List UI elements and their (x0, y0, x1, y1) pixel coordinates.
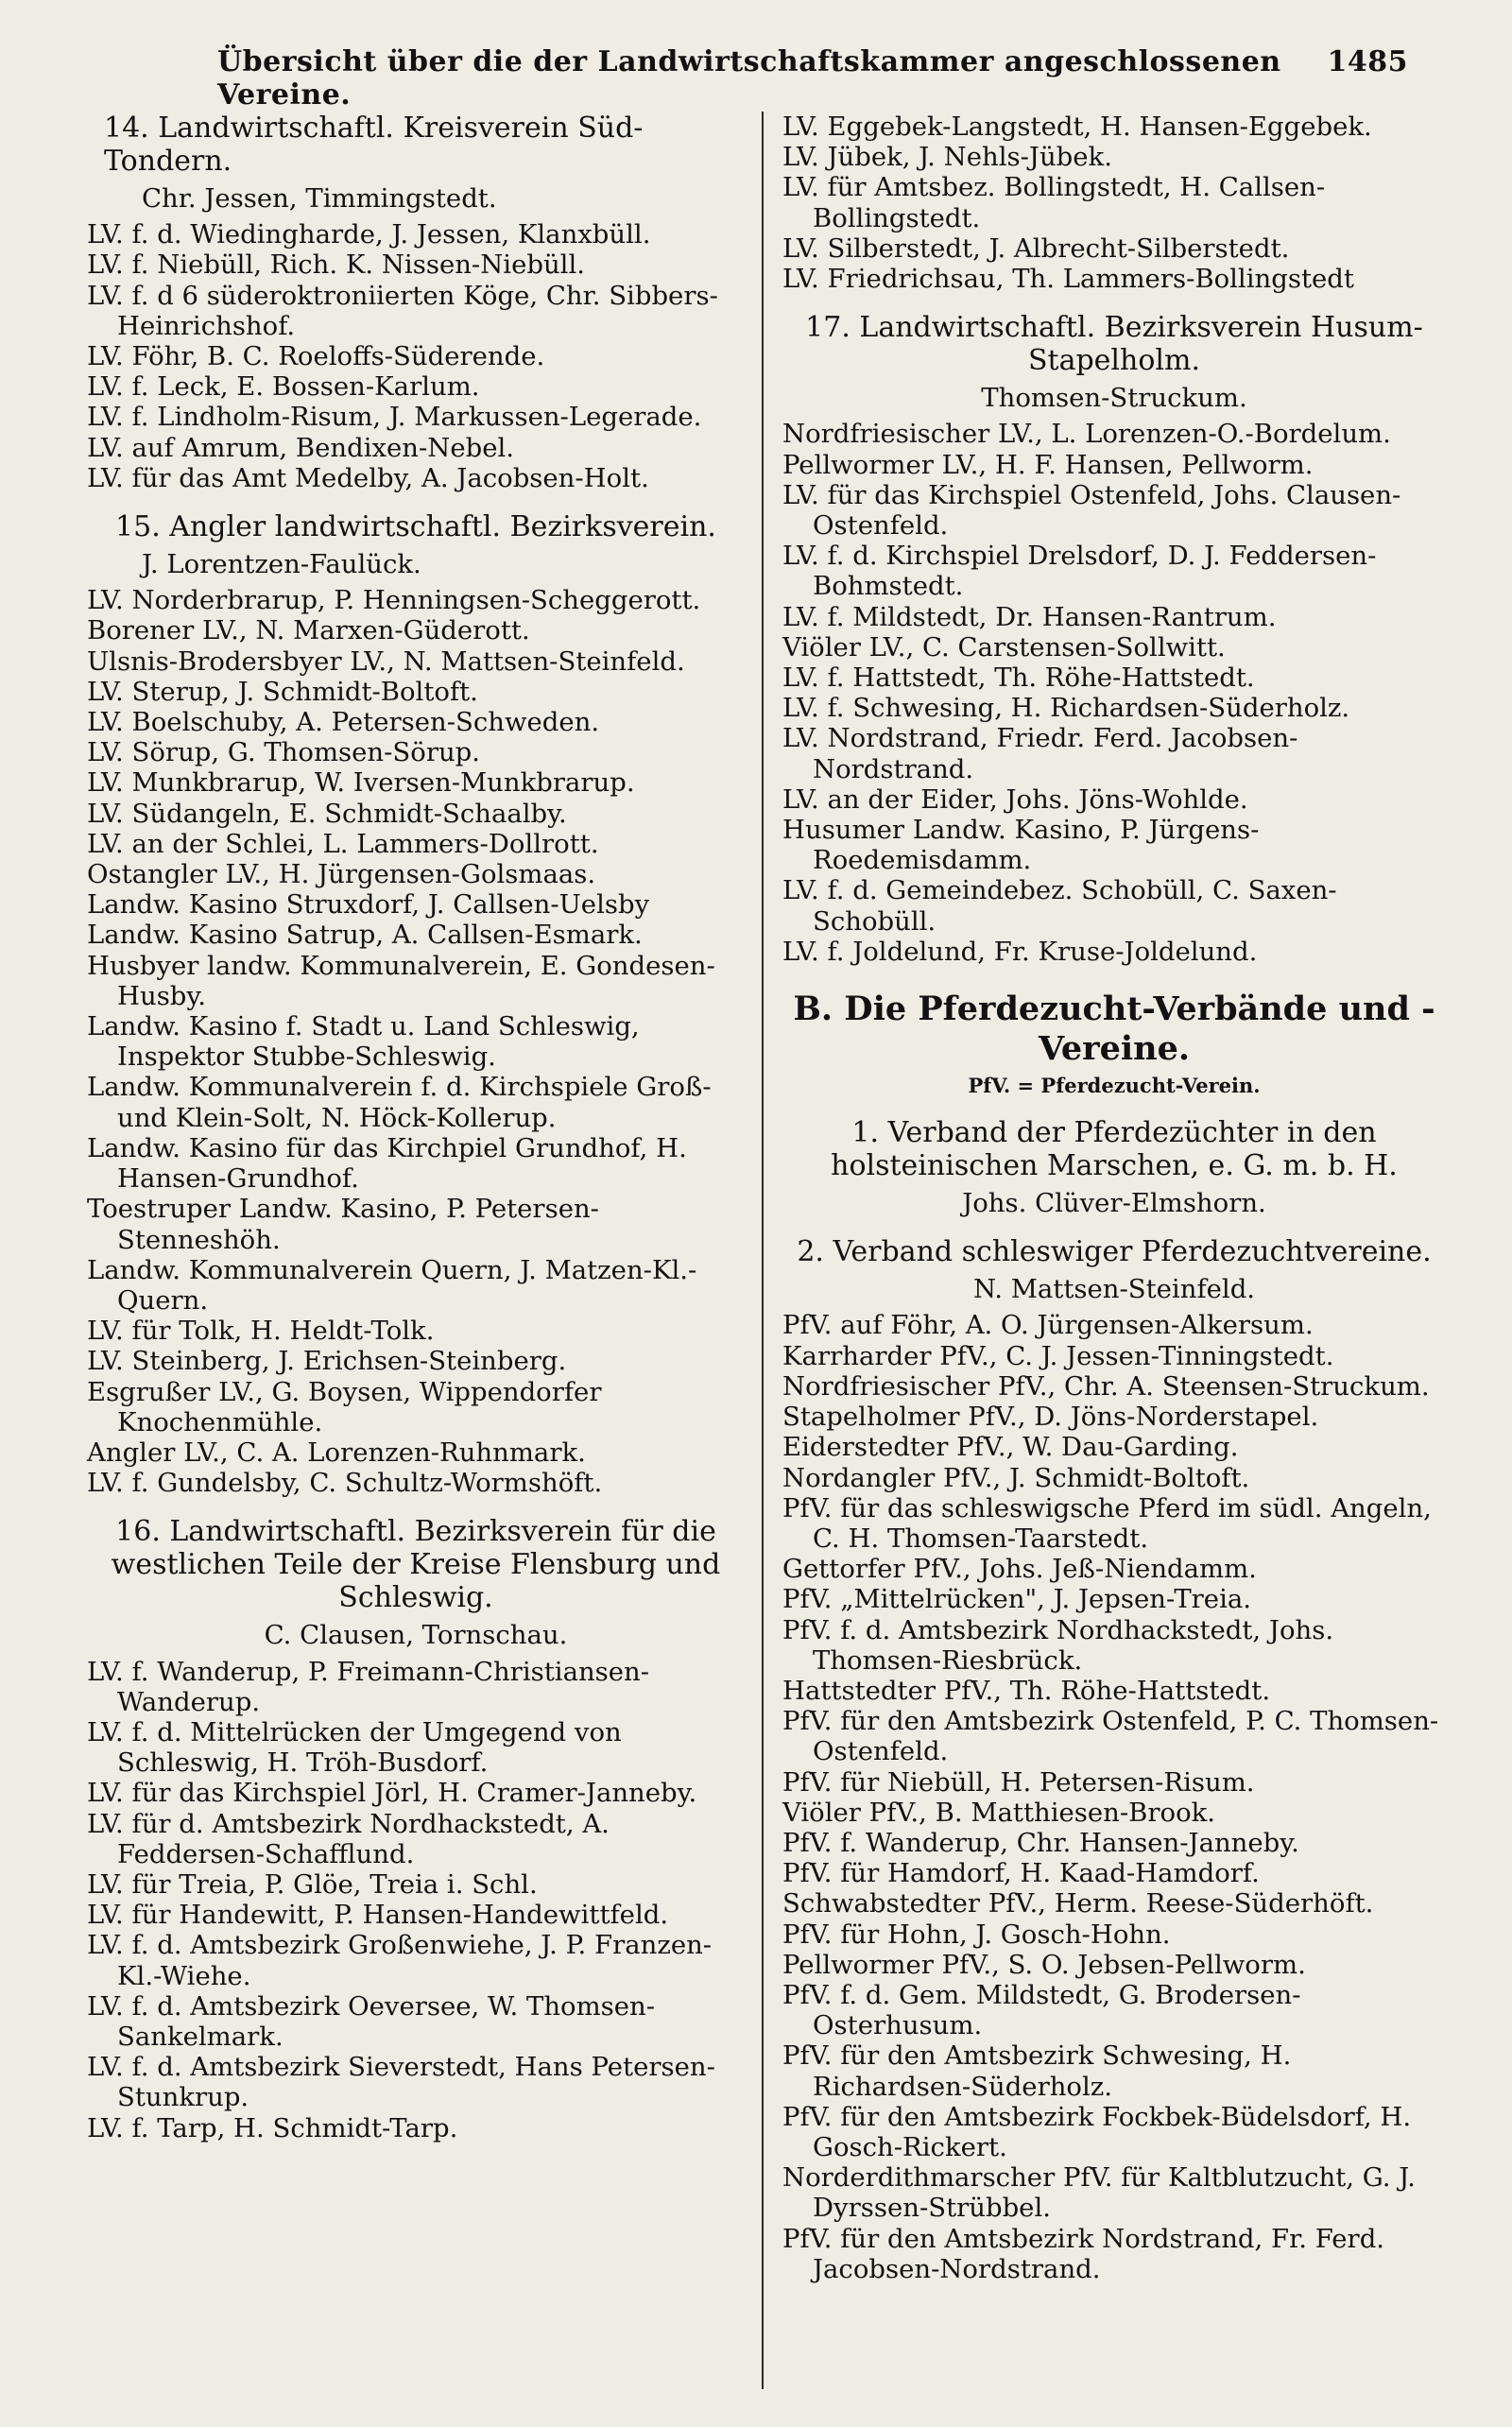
list-item: LV. für Handewitt, P. Hansen-Handewittfeld. (87, 1900, 669, 1931)
list-item: PfV. für Hohn, J. Gosch-Hohn. (782, 1919, 1171, 1950)
list-item: PfV. für den Amtsbezirk Ostenfeld, P. C. Thomsen-Ostenfeld. (782, 1706, 1439, 1767)
list-item: LV. f. Niebüll, Rich. K. Nissen-Niebüll. (87, 250, 585, 281)
list-item: PfV. f. d. Gem. Mildstedt, G. Brodersen-Osterhusum. (782, 1979, 1301, 2041)
list-item: LV. f. d. Kirchspiel Drelsdorf, D. J. Feddersen-Bohmstedt. (782, 541, 1377, 602)
list-item: Landw. Kasino f. Stadt u. Land Schleswig, Inspektor Stubbe-Schleswig. (87, 1011, 640, 1073)
list-item: Pellwormer LV., H. F. Hansen, Pellworm. (782, 449, 1314, 480)
part-b-abbreviation: PfV. = Pferdezucht-Verein. (968, 1074, 1261, 1098)
list-item: LV. Boelschuby, A. Petersen-Schweden. (87, 707, 600, 738)
section-lead-14: Chr. Jessen, Timmingstedt. (142, 183, 497, 214)
list-item: LV. auf Amrum, Bendixen-Nebel. (87, 432, 515, 463)
list-item: Stapelholmer PfV., D. Jöns-Norderstapel. (782, 1402, 1319, 1433)
list-item: LV. f. Tarp, H. Schmidt-Tarp. (87, 2112, 458, 2143)
list-item: Pellwormer PfV., S. O. Jebsen-Pellworm. (782, 1949, 1306, 1980)
list-item: PfV. für den Amtsbezirk Fockbek-Büdelsdorf, H. Gosch-Rickert. (782, 2101, 1412, 2162)
list-item: LV. f. Gundelsby, C. Schultz-Wormshöft. (87, 1468, 603, 1499)
list-item: LV. f. d 6 süderoktroniierten Köge, Chr. Sibbers-Heinrichshof. (87, 280, 718, 341)
list-item: PfV. für das schleswigsche Pferd im südl. Angeln, C. H. Thomsen-Taarstedt. (782, 1492, 1432, 1554)
list-item: Norderdithmarscher PfV. für Kaltblutzucht, G. J. Dyrssen-Strübbel. (782, 2162, 1416, 2224)
list-item: LV. f. d. Wiedingharde, J. Jessen, Klanxbüll. (87, 219, 651, 250)
list-item: PfV. auf Föhr, A. O. Jürgensen-Alkersum. (782, 1310, 1314, 1341)
list-item: LV. f. Schwesing, H. Richardsen-Süderholz. (782, 693, 1350, 724)
list-item: PfV. f. Wanderup, Chr. Hansen-Janneby. (782, 1827, 1299, 1858)
column-divider (762, 112, 764, 2389)
list-item: Landw. Kommunalverein Quern, J. Matzen-Kl.-Quern. (87, 1254, 697, 1316)
list-item: LV. f. Hattstedt, Th. Röhe-Hattstedt. (782, 663, 1255, 694)
entry-list-14 (87, 219, 745, 493)
list-item: LV. für d. Amtsbezirk Nordhackstedt, A. Feddersen-Schafflund. (87, 1808, 610, 1869)
right-column (782, 112, 1446, 2284)
section-lead-b2: N. Mattsen-Steinfeld. (972, 1274, 1256, 1305)
list-item: LV. für Tolk, H. Heldt-Tolk. (87, 1316, 435, 1347)
list-item: Hattstedter PfV., Th. Röhe-Hattstedt. (782, 1675, 1271, 1706)
section-heading-b1: 1. Verband der Pferdezüchter in den holsteinischen Marschen, e. G. m. b. H. (831, 1116, 1398, 1183)
entry-list-16-continued (782, 112, 1446, 294)
list-item: Esgrußer LV., G. Boysen, Wippendorfer Knochenmühle. (87, 1376, 602, 1437)
list-item: Nordangler PfV., J. Schmidt-Boltoft. (782, 1462, 1250, 1493)
list-item: LV. für das Amt Medelby, A. Jacobsen-Holt. (87, 462, 649, 493)
list-item: LV. f. d. Amtsbezirk Sieverstedt, Hans Petersen-Stunkrup. (87, 2052, 715, 2113)
list-item: LV. für das Kirchspiel Jörl, H. Cramer-Janneby. (87, 1778, 697, 1809)
list-item: Angler LV., C. A. Lorenzen-Ruhnmark. (87, 1437, 586, 1468)
list-item: LV. Sterup, J. Schmidt-Boltoft. (87, 676, 478, 707)
list-item: LV. Norderbrarup, P. Henningsen-Scheggerott. (87, 585, 701, 616)
section-heading-17: 17. Landwirtschaftl. Bezirksverein Husum-Stapelholm. (805, 311, 1423, 378)
list-item: LV. an der Eider, Johs. Jöns-Wohlde. (782, 783, 1248, 815)
list-item: LV. Nordstrand, Friedr. Ferd. Jacobsen-Nordstrand. (782, 723, 1298, 784)
list-item: LV. f. d. Gemeindebez. Schobüll, C. Saxen-Schobüll. (782, 875, 1337, 937)
list-item: LV. f. Joldelund, Fr. Kruse-Joldelund. (782, 936, 1258, 967)
list-item: Landw. Kommunalverein f. d. Kirchspiele Groß- und Klein-Solt, N. Höck-Kollerup. (87, 1072, 712, 1133)
list-item: LV. Silberstedt, J. Albrecht-Silberstedt. (782, 232, 1290, 264)
list-item: Landw. Kasino für das Kirchpiel Grundhof, H. Hansen-Grundhof. (87, 1132, 687, 1195)
list-item: Gettorfer PfV., Johs. Jeß-Niendamm. (782, 1554, 1257, 1585)
list-item: LV. Sörup, G. Thomsen-Sörup. (87, 737, 481, 768)
list-item: Ostangler LV., H. Jürgensen-Golsmaas. (87, 859, 596, 890)
entry-list-b2 (782, 1310, 1446, 2284)
list-item: LV. Föhr, B. C. Roeloffs-Süderende. (87, 341, 545, 372)
section-heading-14: 14. Landwirtschaftl. Kreisverein Süd-Tondern. (104, 112, 644, 178)
list-item: Nordfriesischer LV., L. Lorenzen-O.-Bordelum. (782, 419, 1391, 450)
entry-list-17 (782, 419, 1446, 967)
list-item: PfV. für Niebüll, H. Petersen-Risum. (782, 1766, 1255, 1798)
section-lead-b1: Johs. Clüver-Elmshorn. (962, 1188, 1266, 1219)
page-number: 1485 (1327, 45, 1408, 78)
list-item: LV. für das Kirchspiel Ostenfeld, Johs. Clausen-Ostenfeld. (782, 479, 1401, 542)
list-item: PfV. „Mittelrücken", J. Jepsen-Treia. (782, 1584, 1252, 1615)
list-item: PfV. f. d. Amtsbezirk Nordhackstedt, Johs. Thomsen-Riesbrück. (782, 1614, 1334, 1676)
list-item: LV. f. d. Amtsbezirk Oeversee, W. Thomsen-Sankelmark. (87, 1990, 656, 2052)
list-item: PfV. für den Amtsbezirk Nordstrand, Fr. Ferd. Jacobsen-Nordstrand. (782, 2223, 1385, 2284)
list-item: Karrharder PfV., C. J. Jessen-Tinningstedt. (782, 1340, 1334, 1371)
list-item: Ulsnis-Brodersbyer LV., N. Mattsen-Steinfeld. (87, 645, 685, 677)
list-item: LV. f. Mildstedt, Dr. Hansen-Rantrum. (782, 601, 1277, 632)
list-item: Borener LV., N. Marxen-Güderott. (87, 615, 530, 646)
list-item: LV. Steinberg, J. Erichsen-Steinberg. (87, 1346, 567, 1377)
list-item: LV. Friedrichsau, Th. Lammers-Bollingstedt (782, 264, 1354, 295)
section-heading-16: 16. Landwirtschaftl. Bezirksverein für die westlichen Teile der Kreise Flensburg und Schleswig. (111, 1515, 721, 1615)
list-item: LV. für Amtsbez. Bollingstedt, H. Callsen-Bollingstedt. (782, 172, 1326, 233)
list-item: LV. f. Leck, E. Bossen-Karlum. (87, 371, 480, 403)
entry-list-16 (87, 1657, 745, 2143)
section-heading-15: 15. Angler landwirtschaftl. Bezirksverein. (115, 510, 716, 544)
header-title: Übersicht über die der Landwirtschaftskammer angeschlossenen Vereine. (217, 45, 1281, 112)
list-item: LV. f. Wanderup, P. Freimann-Christiansen-Wanderup. (87, 1656, 650, 1717)
list-item: LV. f. d. Amtsbezirk Großenwiehe, J. P. Franzen-Kl.-Wiehe. (87, 1930, 713, 1991)
list-item: LV. für Treia, P. Glöe, Treia i. Schl. (87, 1868, 538, 1900)
list-item: Viöler LV., C. Carstensen-Sollwitt. (782, 631, 1226, 663)
list-item: LV. Südangeln, E. Schmidt-Schaalby. (87, 798, 567, 829)
list-item: Eiderstedter PfV., W. Dau-Garding. (782, 1432, 1239, 1463)
list-item: Landw. Kasino Struxdorf, J. Callsen-Uelsby (87, 889, 650, 921)
section-lead-16: C. Clausen, Tornschau. (264, 1620, 568, 1651)
list-item: Nordfriesischer PfV., Chr. A. Steensen-Struckum. (782, 1370, 1430, 1402)
list-item: Schwabstedter PfV., Herm. Reese-Süderhöft. (782, 1888, 1374, 1919)
list-item: PfV. für Hamdorf, H. Kaad-Hamdorf. (782, 1858, 1260, 1889)
list-item: LV. f. d. Mittelrücken der Umgegend von Schleswig, H. Tröh-Busdorf. (87, 1716, 622, 1779)
list-item: Husbyer landw. Kommunalverein, E. Gondesen-Husby. (87, 950, 715, 1011)
list-item: PfV. für den Amtsbezirk Schwesing, H. Richardsen-Süderholz. (782, 2040, 1292, 2102)
list-item: LV. an der Schlei, L. Lammers-Dollrott. (87, 828, 599, 859)
section-lead-15: J. Lorentzen-Faulück. (142, 549, 421, 580)
list-item: LV. f. Lindholm-Risum, J. Markussen-Legerade. (87, 402, 702, 433)
list-item: LV. Munkbrarup, W. Iversen-Munkbrarup. (87, 767, 635, 799)
list-item: Viöler PfV., B. Matthiesen-Brook. (782, 1797, 1216, 1828)
list-item: LV. Jübek, J. Nehls-Jübek. (782, 142, 1112, 173)
part-b-title: B. Die Pferdezucht-Verbände und -Vereine. (793, 990, 1435, 1069)
left-column (87, 112, 745, 2143)
section-heading-b2: 2. Verband schleswiger Pferdezuchtvereine. (797, 1235, 1432, 1269)
list-item: Husumer Landw. Kasino, P. Jürgens-Roedemisdamm. (782, 815, 1260, 876)
entry-list-15 (87, 585, 745, 1498)
list-item: Landw. Kasino Satrup, A. Callsen-Esmark. (87, 920, 643, 951)
list-item: LV. Eggebek-Langstedt, H. Hansen-Eggebek. (782, 112, 1372, 142)
section-lead-17: Thomsen-Struckum. (981, 383, 1247, 414)
list-item: Toestruper Landw. Kasino, P. Petersen-Stenneshöh. (87, 1194, 599, 1255)
